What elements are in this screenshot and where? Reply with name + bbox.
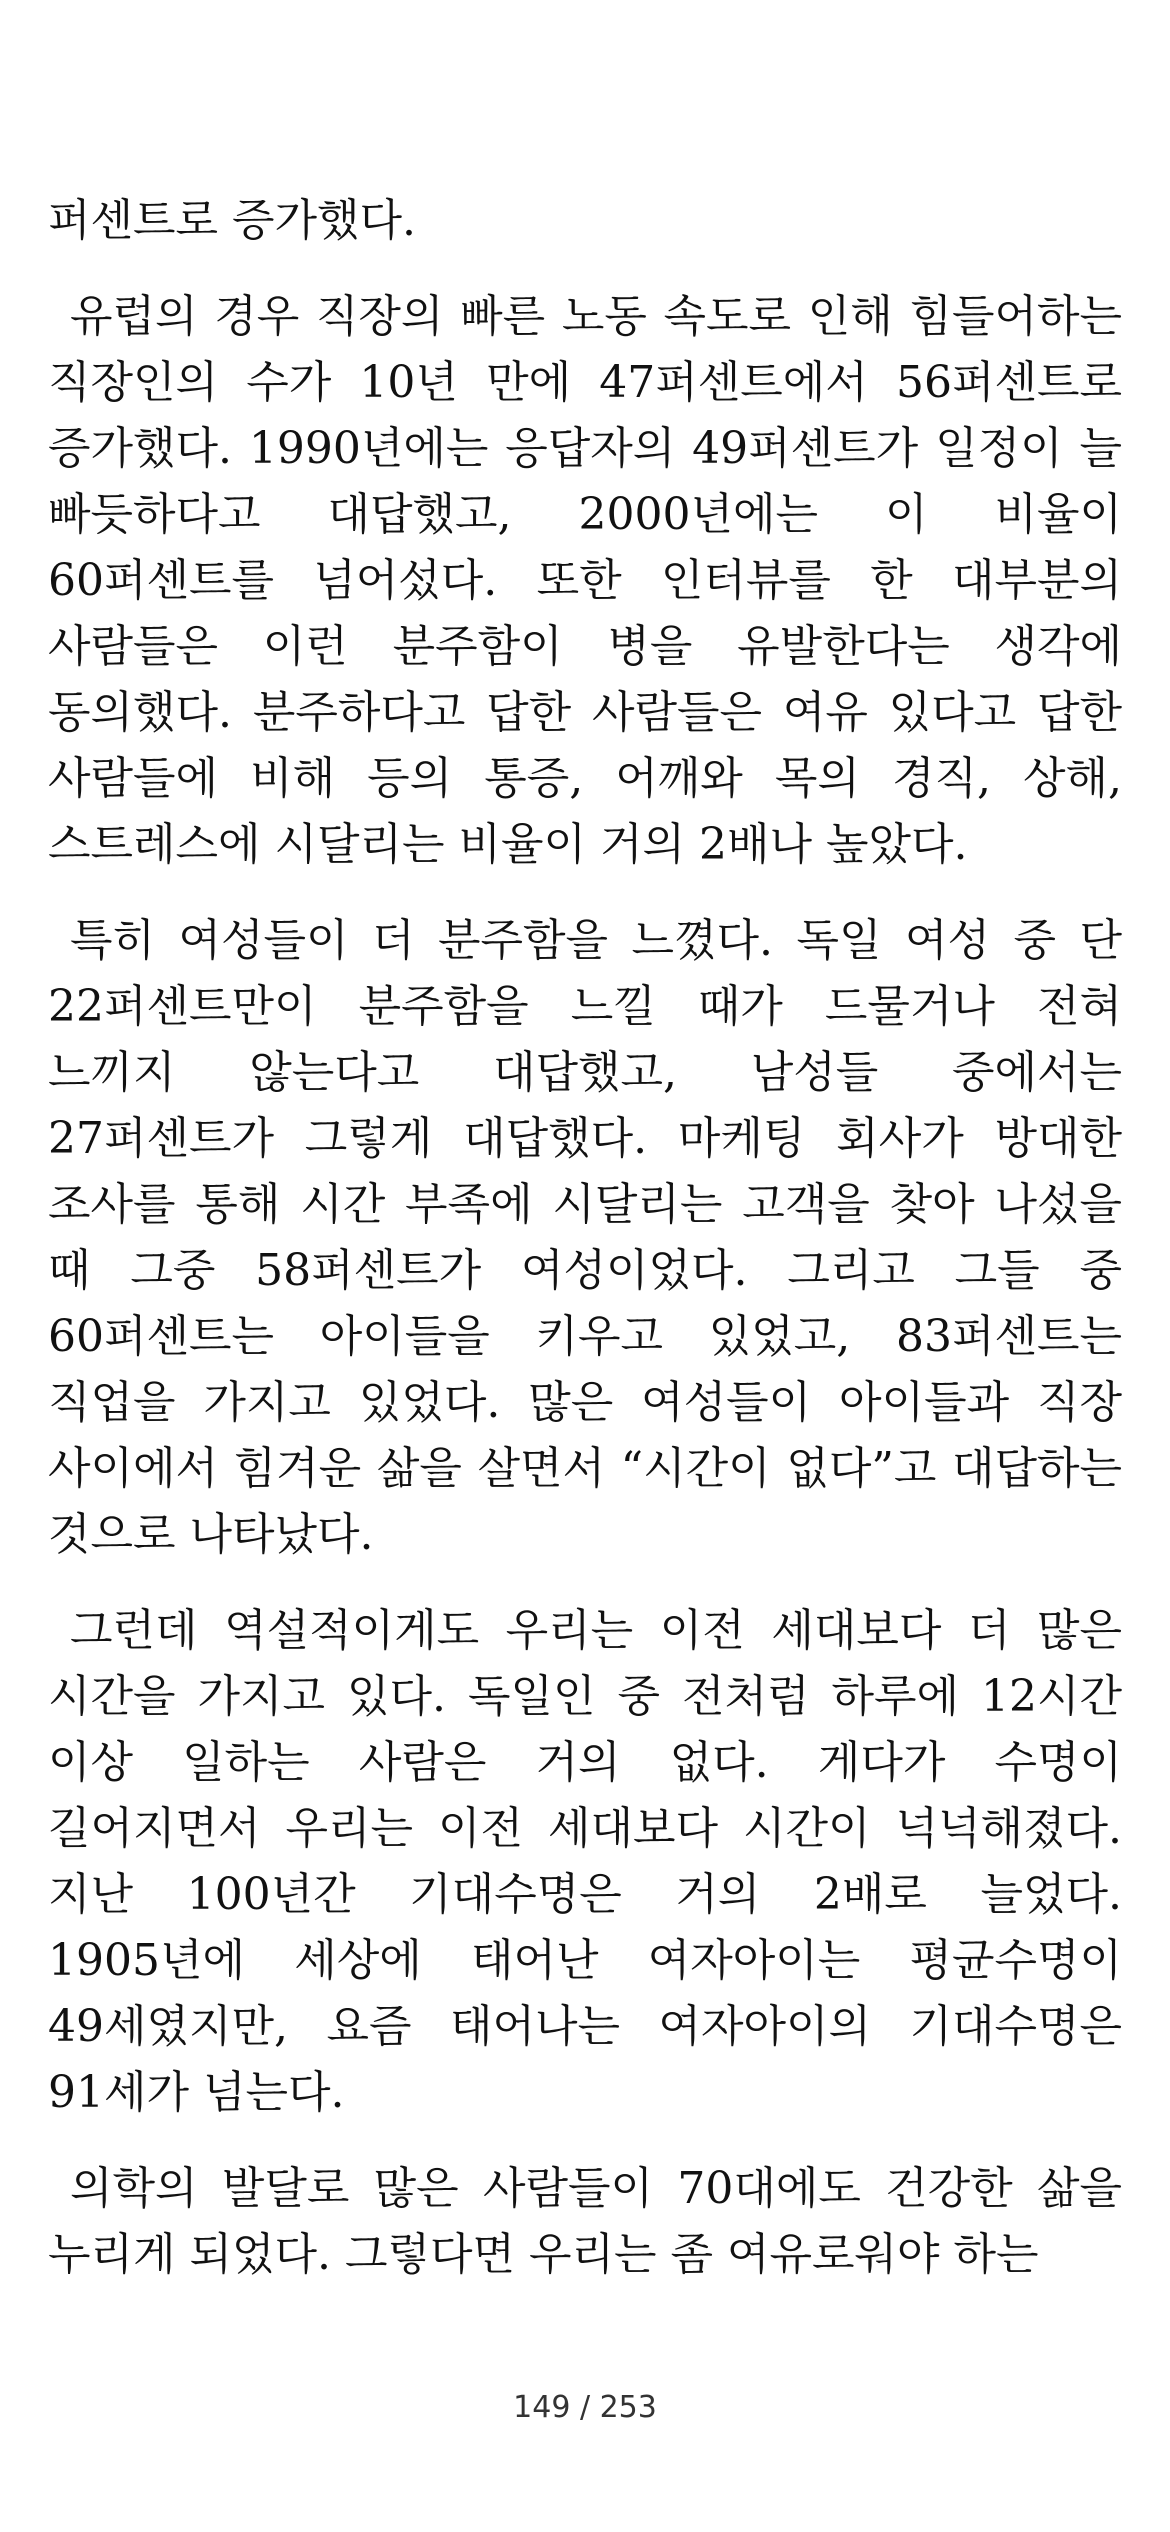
reader-page [48,188,1122,2288]
paragraph-2: 유럽의 경우 직장의 빠른 노동 속도로 인해 힘들어하는 직장인의 수가 10년 만에 47퍼센트에서 56퍼센트로 증가했다. 1990년에는 응답자의 49퍼센트가 일정이 늘 빠듯하다고 대답했고, 2000년에는 이 비율이 60퍼센트를 넘어섰다. 또한 인터뷰를 한 대부분의 사람들은 이런 분주함이 병을 유발한다는 생각에 동의했다. 분주하다고 답한 사람들은 여유 있다고 답한 사람들에 비해 등의 통증, 어깨와 목의 경직, 상해, 스트레스에 시달리는 비율이 거의 2배나 높았다. [48,291,1122,870]
paragraph-4: 그런데 역설적이게도 우리는 이전 세대보다 더 많은 시간을 가지고 있다. 독일인 중 전처럼 하루에 12시간 이상 일하는 사람은 거의 없다. 게다가 수명이 길어지면서 우리는 이전 세대보다 시간이 넉넉해졌다. 지난 100년간 기대수명은 거의 2배로 늘었다. 1905년에 세상에 태어난 여자아이는 평균수명이 49세였지만, 요즘 태어나는 여자아이의 기대수명은 91세가 넘는다. [48,1605,1122,2118]
paragraph-3: 특히 여성들이 더 분주함을 느꼈다. 독일 여성 중 단 22퍼센트만이 분주함을 느낄 때가 드물거나 전혀 느끼지 않는다고 대답했고, 남성들 중에서는 27퍼센트가 그렇게 대답했다. 마케팅 회사가 방대한 조사를 통해 시간 부족에 시달리는 고객을 찾아 나섰을 때 그중 58퍼센트가 여성이었다. 그리고 그들 중 60퍼센트는 아이들을 키우고 있었고, 83퍼센트는 직업을 가지고 있었다. 많은 여성들이 아이들과 직장 사이에서 힘겨운 삶을 살면서 “시간이 없다”고 대답하는 것으로 나타났다. [48,915,1122,1560]
paragraph-5: 의학의 발달로 많은 사람들이 70대에도 건강한 삶을 누리게 되었다. 그렇다면 우리는 좀 여유로워야 하는 [48,2163,1122,2280]
paragraph-1: 퍼센트로 증가했다. [48,195,417,246]
page-indicator: 149 / 253 [513,2390,657,2425]
